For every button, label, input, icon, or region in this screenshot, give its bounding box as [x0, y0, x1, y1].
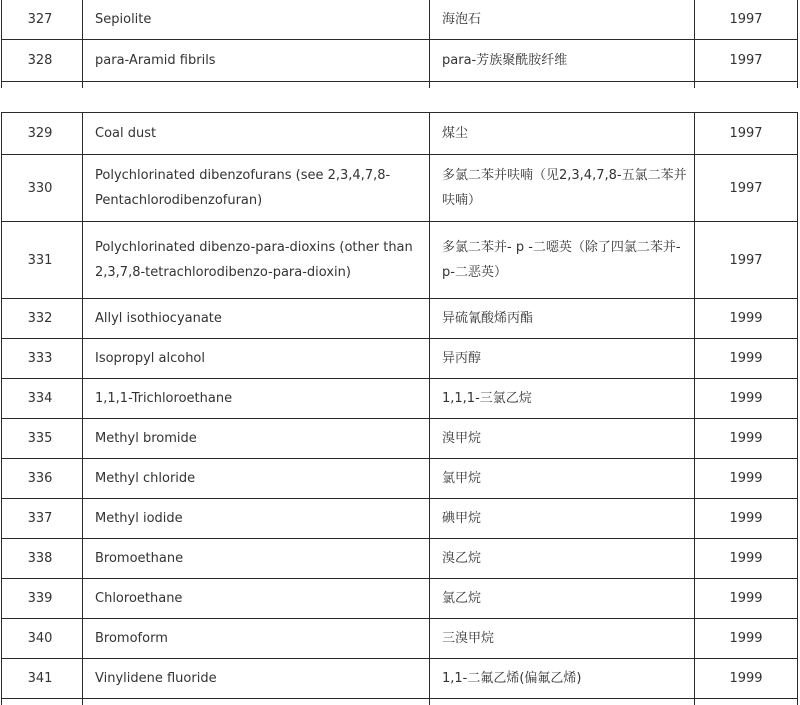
english-name: Polychlorinated dibenzo-para-dioxins (other than 2,3,7,8-tetrachlorodibenzo-para-dioxin) — [83, 222, 430, 299]
row-number: 337 — [2, 499, 83, 539]
year: 1999 — [695, 299, 798, 339]
table-row — [2, 499, 798, 539]
row-number: 339 — [2, 579, 83, 619]
row-number: 331 — [2, 222, 83, 299]
row-number: 330 — [2, 155, 83, 222]
english-name: Polychlorinated dibenzofurans (see 2,3,4,7,8-Pentachlorodibenzofuran) — [83, 155, 430, 222]
english-name: Coal dust — [83, 113, 430, 155]
table-row — [2, 155, 798, 222]
chinese-name: 异丙醇 — [430, 339, 695, 379]
year: 1997 — [695, 222, 798, 299]
english-name: Sepiolite — [83, 0, 430, 40]
chinese-name: 多氯二苯并- p -二噁英（除了四氯二苯并-p-二恶英） — [430, 222, 695, 299]
english-name: Methyl iodide — [83, 499, 430, 539]
chinese-name: 氯乙烷 — [430, 579, 695, 619]
english-name: para-Aramid fibrils — [83, 40, 430, 82]
english-name: Vinylidene fluoride — [83, 659, 430, 699]
year: 1999 — [695, 339, 798, 379]
row-number: 333 — [2, 339, 83, 379]
english-name: Methyl bromide — [83, 419, 430, 459]
chinese-name: para-芳族聚酰胺纤维 — [430, 40, 695, 82]
row-number: 335 — [2, 419, 83, 459]
year: 1999 — [695, 539, 798, 579]
carcinogen-table-top — [1, 0, 798, 88]
english-name: Bromoethane — [83, 539, 430, 579]
row-number: 328 — [2, 40, 83, 82]
table-row — [2, 379, 798, 419]
table-row — [2, 459, 798, 499]
chinese-name: 煤尘 — [430, 113, 695, 155]
table-row — [2, 299, 798, 339]
year: 1999 — [695, 659, 798, 699]
year: 1997 — [695, 40, 798, 82]
year: 1997 — [695, 113, 798, 155]
english-name: Chloroethane — [83, 579, 430, 619]
chinese-name: 氯甲烷 — [430, 459, 695, 499]
row-number: 340 — [2, 619, 83, 659]
carcinogen-table-main — [1, 112, 798, 705]
table-row — [2, 579, 798, 619]
table-row — [2, 40, 798, 82]
chinese-name: 异硫氰酸烯丙酯 — [430, 299, 695, 339]
row-number: 327 — [2, 0, 83, 40]
table-row-stub — [2, 699, 798, 705]
row-number: 334 — [2, 379, 83, 419]
table-row — [2, 619, 798, 659]
row-number: 336 — [2, 459, 83, 499]
chinese-name: 三溴甲烷 — [430, 619, 695, 659]
row-number: 338 — [2, 539, 83, 579]
chinese-name: 1,1,1-三氯乙烷 — [430, 379, 695, 419]
chinese-name: 1,1-二氟乙烯(偏氟乙烯) — [430, 659, 695, 699]
table-row — [2, 539, 798, 579]
english-name: Allyl isothiocyanate — [83, 299, 430, 339]
table-row — [2, 0, 798, 40]
table-row — [2, 222, 798, 299]
year: 1999 — [695, 619, 798, 659]
table-row — [2, 419, 798, 459]
year: 1999 — [695, 499, 798, 539]
row-number: 329 — [2, 113, 83, 155]
chinese-name: 溴乙烷 — [430, 539, 695, 579]
year: 1999 — [695, 579, 798, 619]
table-row — [2, 339, 798, 379]
row-number: 341 — [2, 659, 83, 699]
year: 1997 — [695, 155, 798, 222]
year: 1999 — [695, 379, 798, 419]
table-row — [2, 659, 798, 699]
table-row — [2, 113, 798, 155]
english-name: Bromoform — [83, 619, 430, 659]
year: 1997 — [695, 0, 798, 40]
chinese-name: 多氯二苯并呋喃（见2,3,4,7,8-五氯二苯并呋喃） — [430, 155, 695, 222]
english-name: 1,1,1-Trichloroethane — [83, 379, 430, 419]
year: 1999 — [695, 459, 798, 499]
chinese-name: 碘甲烷 — [430, 499, 695, 539]
chinese-name: 溴甲烷 — [430, 419, 695, 459]
table-row-stub — [2, 82, 798, 89]
chinese-name: 海泡石 — [430, 0, 695, 40]
row-number: 332 — [2, 299, 83, 339]
english-name: Isopropyl alcohol — [83, 339, 430, 379]
english-name: Methyl chloride — [83, 459, 430, 499]
year: 1999 — [695, 419, 798, 459]
